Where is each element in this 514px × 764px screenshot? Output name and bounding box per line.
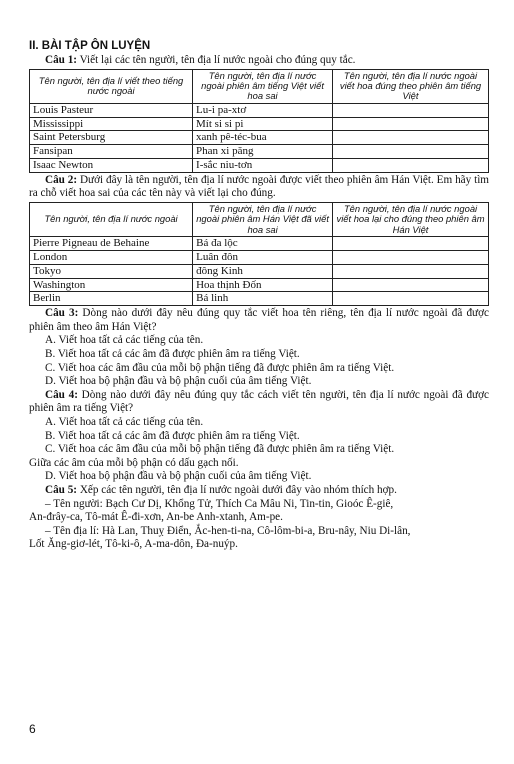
header-col-2: Tên người, tên địa lí nước ngoài phiên âm tiếng Việt viết hoa sai bbox=[193, 69, 333, 103]
header-col-1: Tên người, tên địa lí nước ngoài bbox=[30, 202, 193, 236]
cell-foreign-name: Tokyo bbox=[30, 264, 193, 278]
question-5-text: Xếp các tên người, tên địa lí nước ngoài dưới đây vào nhóm thích hợp. bbox=[77, 483, 397, 496]
cell-foreign-name: Pierre Pigneau de Behaine bbox=[30, 237, 193, 251]
cell-foreign-name: London bbox=[30, 251, 193, 265]
table-row bbox=[30, 292, 489, 306]
question-4-label: Câu 4: bbox=[45, 388, 78, 401]
cell-wrong-spelling: I-sắc niu-tơn bbox=[193, 159, 333, 173]
cell-answer[interactable] bbox=[333, 131, 489, 145]
table-row bbox=[30, 278, 489, 292]
question-3-label: Câu 3: bbox=[45, 307, 79, 320]
question-5-places-list-continued: Lốt Ăng-giơ-lét, Tô-ki-ô, A-ma-dôn, Đa-nuýp. bbox=[29, 538, 238, 551]
question-2 bbox=[29, 174, 489, 201]
cell-foreign-name: Saint Petersburg bbox=[30, 131, 193, 145]
cell-wrong-spelling: xanh pê-téc-bua bbox=[193, 131, 333, 145]
question-4-option-b[interactable]: B. Viết hoa tất cả các âm đã được phiên âm ra tiếng Việt. bbox=[45, 429, 300, 442]
table-row bbox=[30, 264, 489, 278]
question-1-table bbox=[29, 69, 489, 173]
question-3-text: Dòng nào dưới đây nêu đúng quy tắc viết hoa tên riêng, tên địa lí nước ngoài đã được phiên âm theo âm Hán Việt? bbox=[29, 307, 489, 333]
question-3-option-b[interactable]: B. Viết hoa tất cả các âm đã được phiên âm ra tiếng Việt. bbox=[45, 347, 300, 360]
table-row bbox=[30, 131, 489, 145]
question-3 bbox=[29, 307, 489, 334]
question-4-option-d[interactable]: D. Viết hoa bộ phận đầu và bộ phận cuối của âm tiếng Việt. bbox=[45, 470, 312, 483]
cell-wrong-spelling: Hoa thịnh Đốn bbox=[193, 278, 333, 292]
cell-wrong-spelling: Luân đôn bbox=[193, 251, 333, 265]
cell-wrong-spelling: Bá đa lộc bbox=[193, 237, 333, 251]
question-1-label: Câu 1: bbox=[45, 54, 78, 66]
table-row bbox=[30, 251, 489, 265]
cell-wrong-spelling: Mít si si pi bbox=[193, 117, 333, 131]
question-3-option-a[interactable]: A. Viết hoa tất cả các tiếng của tên. bbox=[45, 334, 204, 347]
question-3-option-d[interactable]: D. Viết hoa bộ phận đầu và bộ phận cuối của âm tiếng Việt. bbox=[45, 375, 312, 388]
cell-answer[interactable] bbox=[333, 278, 489, 292]
table-row bbox=[30, 117, 489, 131]
cell-answer[interactable] bbox=[333, 145, 489, 159]
cell-answer[interactable] bbox=[333, 159, 489, 173]
header-col-3: Tên người, tên địa lí nước ngoài viết hoa đúng theo phiên âm tiếng Việt bbox=[333, 69, 489, 103]
question-4-option-c[interactable]: C. Viết hoa các âm đầu của mỗi bộ phận tiếng đã được phiên âm ra tiếng Việt. bbox=[45, 443, 395, 456]
question-1-text: Viết lại các tên người, tên địa lí nước ngoài cho đúng quy tắc. bbox=[77, 54, 356, 66]
question-4-option-a[interactable]: A. Viết hoa tất cả các tiếng của tên. bbox=[45, 415, 204, 428]
question-3-option-c[interactable]: C. Viết hoa các âm đầu của mỗi bộ phận tiếng đã được phiên âm ra tiếng Việt. bbox=[45, 361, 395, 374]
question-4-text: Dòng nào dưới đây nêu đúng quy tắc cách viết tên người, tên địa lí nước ngoài đã được phiên âm ra tiếng Việt? bbox=[29, 388, 490, 415]
table-row bbox=[30, 145, 489, 159]
header-col-3: Tên người, tên địa lí nước ngoài viết hoa lại cho đúng theo phiên âm Hán Việt bbox=[333, 202, 489, 236]
cell-answer[interactable] bbox=[333, 237, 489, 251]
cell-wrong-spelling: Bá linh bbox=[193, 292, 333, 306]
question-4-option-c-continued: Giữa các âm của mỗi bộ phận có dấu gạch nối. bbox=[29, 456, 239, 469]
cell-foreign-name: Berlin bbox=[30, 292, 193, 306]
question-2-text: Dưới đây là tên người, tên địa lí nước ngoài được viết theo phiên âm Hán Việt. Em hãy tìm ra chỗ viết hoa sai của các tên này và viết lại cho đúng. bbox=[29, 173, 490, 200]
question-5-places-list: – Tên địa lí: Hà Lan, Thuỵ Điển, Ắc-hen-ti-na, Cô-lôm-bi-a, Bru-nây, Niu Di-lân, bbox=[45, 524, 411, 537]
section-title: II. BÀI TẬP ÔN LUYỆN bbox=[29, 40, 151, 52]
cell-foreign-name: Washington bbox=[30, 278, 193, 292]
cell-foreign-name: Isaac Newton bbox=[30, 159, 193, 173]
question-5 bbox=[29, 484, 489, 498]
cell-answer[interactable] bbox=[333, 117, 489, 131]
cell-answer[interactable] bbox=[333, 264, 489, 278]
header-col-1: Tên người, tên địa lí viết theo tiếng nước ngoài bbox=[30, 69, 193, 103]
question-5-people-list: – Tên người: Bạch Cư Dị, Khổng Tử, Thích Ca Mâu Ni, Tin-tin, Gioóc Ê-giê, bbox=[45, 497, 394, 510]
table-row bbox=[30, 237, 489, 251]
table-row bbox=[30, 103, 489, 117]
question-2-table bbox=[29, 202, 489, 306]
cell-foreign-name: Louis Pasteur bbox=[30, 103, 193, 117]
cell-wrong-spelling: Phan xi păng bbox=[193, 145, 333, 159]
cell-wrong-spelling: Lu-i pa-xtơ bbox=[193, 103, 333, 117]
header-col-2: Tên người, tên địa lí nước ngoài phiên âm Hán Việt đã viết hoa sai bbox=[193, 202, 333, 236]
cell-foreign-name: Mississippi bbox=[30, 117, 193, 131]
table-row bbox=[30, 159, 489, 173]
cell-answer[interactable] bbox=[333, 292, 489, 306]
cell-foreign-name: Fansipan bbox=[30, 145, 193, 159]
page-number: 6 bbox=[29, 722, 36, 736]
cell-wrong-spelling: đông Kinh bbox=[193, 264, 333, 278]
question-5-label: Câu 5: bbox=[45, 483, 78, 496]
question-4 bbox=[29, 389, 489, 416]
worksheet-page bbox=[29, 40, 489, 552]
table-header-row bbox=[30, 69, 489, 103]
question-2-label: Câu 2: bbox=[45, 173, 78, 186]
question-5-people-list-continued: An-đrây-ca, Tô-mát Ê-đi-xơn, An-be Anh-xtanh, Am-pe. bbox=[29, 511, 283, 524]
cell-answer[interactable] bbox=[333, 251, 489, 265]
question-1 bbox=[29, 54, 489, 68]
cell-answer[interactable] bbox=[333, 103, 489, 117]
table-header-row bbox=[30, 202, 489, 236]
